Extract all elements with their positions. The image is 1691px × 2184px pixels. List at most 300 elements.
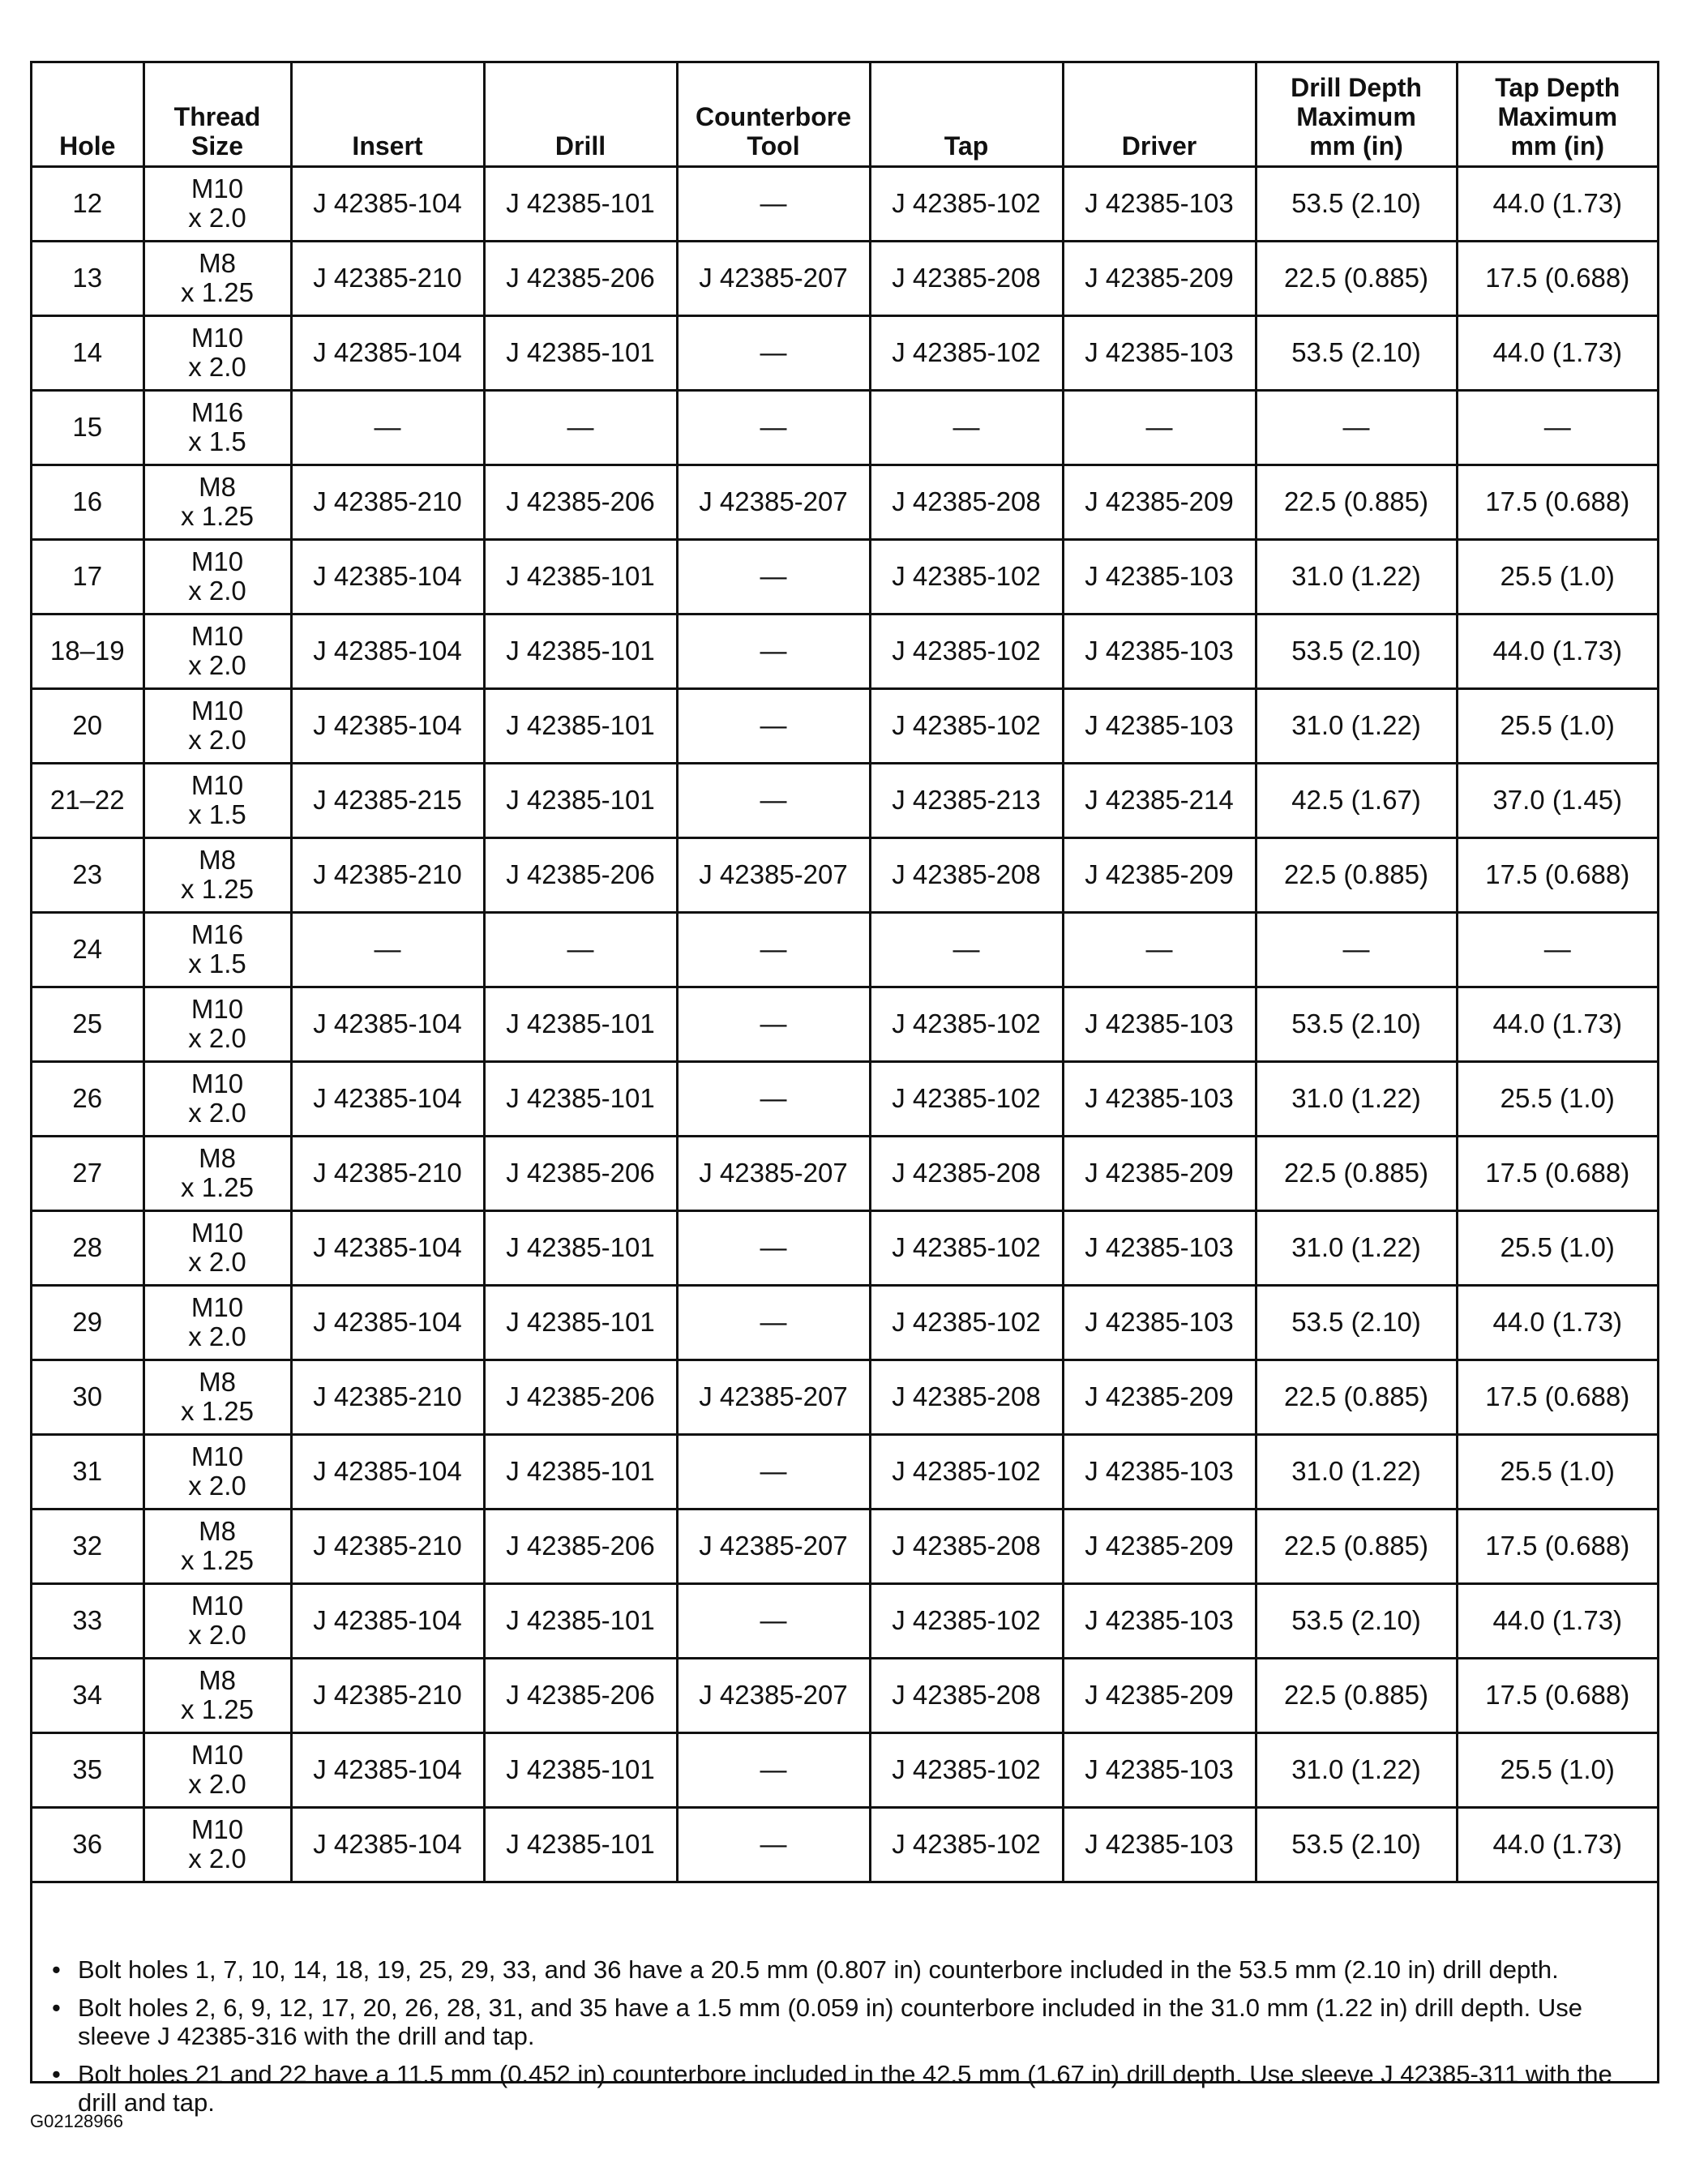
thread-size-line: x 2.0 <box>188 1023 246 1053</box>
drill-depth-cell: — <box>1256 390 1457 465</box>
table-row <box>32 987 1657 1061</box>
counterbore-cell: — <box>677 912 870 987</box>
counterbore-cell: — <box>677 1285 870 1360</box>
hole-cell: 13 <box>32 241 143 315</box>
drill-depth-cell: 22.5 (0.885) <box>1256 1509 1457 1583</box>
insert-cell: J 42385-210 <box>291 465 484 539</box>
table-row <box>32 1285 1657 1360</box>
tap-cell: J 42385-102 <box>870 1807 1063 1882</box>
thread-size-line: x 1.25 <box>181 1396 254 1426</box>
thread-size-line: M8 <box>199 845 236 875</box>
bullet-icon: • <box>52 2060 61 2088</box>
drill-depth-cell: 22.5 (0.885) <box>1256 1360 1457 1434</box>
table-row <box>32 1583 1657 1658</box>
drill-cell: — <box>484 390 677 465</box>
table-body <box>32 166 1657 1882</box>
thread-size-line: x 2.0 <box>188 1620 246 1650</box>
driver-cell: J 42385-214 <box>1063 763 1256 837</box>
thread-size-line: M10 <box>191 173 244 203</box>
thread-size-cell <box>143 1509 291 1583</box>
thread-size-cell <box>143 1434 291 1509</box>
counterbore-cell: J 42385-207 <box>677 465 870 539</box>
counterbore-cell: J 42385-207 <box>677 837 870 912</box>
tap-depth-cell: 44.0 (1.73) <box>1457 1285 1657 1360</box>
tap-cell: J 42385-102 <box>870 539 1063 614</box>
drill-cell: J 42385-101 <box>484 1285 677 1360</box>
thread-size-cell <box>143 241 291 315</box>
thread-size-line: x 2.0 <box>188 1098 246 1128</box>
thread-size-line: x 2.0 <box>188 650 246 680</box>
tap-cell: J 42385-102 <box>870 1434 1063 1509</box>
hole-cell: 23 <box>32 837 143 912</box>
tap-cell: J 42385-102 <box>870 1732 1063 1807</box>
insert-cell: J 42385-210 <box>291 1509 484 1583</box>
thread-size-cell <box>143 1360 291 1434</box>
table-row <box>32 763 1657 837</box>
tap-cell: J 42385-208 <box>870 1509 1063 1583</box>
thread-size-line: M10 <box>191 696 244 726</box>
tap-depth-cell: 37.0 (1.45) <box>1457 763 1657 837</box>
tap-cell: J 42385-102 <box>870 987 1063 1061</box>
drill-cell: J 42385-101 <box>484 1061 677 1136</box>
tap-cell: J 42385-213 <box>870 763 1063 837</box>
driver-cell: J 42385-103 <box>1063 987 1256 1061</box>
counterbore-cell: J 42385-207 <box>677 1360 870 1434</box>
driver-cell: J 42385-209 <box>1063 1360 1256 1434</box>
header-line: Drill <box>554 131 606 161</box>
thread-size-line: M8 <box>199 472 236 502</box>
thread-size-cell <box>143 763 291 837</box>
drill-cell: J 42385-101 <box>484 539 677 614</box>
tap-depth-cell: 44.0 (1.73) <box>1457 614 1657 688</box>
thread-size-cell <box>143 1210 291 1285</box>
table-row <box>32 241 1657 315</box>
insert-cell: J 42385-104 <box>291 539 484 614</box>
thread-size-line: M8 <box>199 1367 236 1397</box>
thread-size-cell <box>143 1658 291 1732</box>
table-row <box>32 166 1657 241</box>
tap-cell: J 42385-208 <box>870 1136 1063 1210</box>
drill-depth-cell: 53.5 (2.10) <box>1256 987 1457 1061</box>
header-line: Hole <box>59 131 116 161</box>
table-row <box>32 1210 1657 1285</box>
thread-size-line: x 1.5 <box>188 949 246 979</box>
thread-size-line: M10 <box>191 546 244 576</box>
thread-size-line: x 2.0 <box>188 1321 246 1351</box>
drill-cell: J 42385-206 <box>484 1360 677 1434</box>
thread-size-cell <box>143 1285 291 1360</box>
thread-size-line: x 2.0 <box>188 576 246 606</box>
drill-cell: J 42385-101 <box>484 1210 677 1285</box>
tap-depth-cell: 44.0 (1.73) <box>1457 1807 1657 1882</box>
header-tap <box>870 63 1063 166</box>
hole-cell: 12 <box>32 166 143 241</box>
table-row <box>32 1807 1657 1882</box>
hole-cell: 34 <box>32 1658 143 1732</box>
thread-repair-table <box>32 63 1657 1883</box>
hole-cell: 17 <box>32 539 143 614</box>
hole-cell: 26 <box>32 1061 143 1136</box>
insert-cell: J 42385-210 <box>291 1360 484 1434</box>
table-row <box>32 1061 1657 1136</box>
thread-size-line: M10 <box>191 1740 244 1770</box>
driver-cell: — <box>1063 912 1256 987</box>
driver-cell: J 42385-209 <box>1063 465 1256 539</box>
counterbore-cell: — <box>677 987 870 1061</box>
drill-depth-cell: 22.5 (0.885) <box>1256 465 1457 539</box>
thread-size-line: M16 <box>191 919 244 949</box>
thread-size-cell <box>143 166 291 241</box>
table-row <box>32 912 1657 987</box>
tap-depth-cell: 17.5 (0.688) <box>1457 465 1657 539</box>
thread-size-cell <box>143 1136 291 1210</box>
drill-depth-cell: 53.5 (2.10) <box>1256 166 1457 241</box>
drill-depth-cell: 31.0 (1.22) <box>1256 539 1457 614</box>
notes-section <box>32 1946 1657 2117</box>
tap-depth-cell: 25.5 (1.0) <box>1457 1434 1657 1509</box>
thread-size-line: x 1.5 <box>188 426 246 456</box>
hole-cell: 18–19 <box>32 614 143 688</box>
tap-cell: J 42385-102 <box>870 1210 1063 1285</box>
header-line: Size <box>191 131 244 161</box>
drill-depth-cell: 53.5 (2.10) <box>1256 1583 1457 1658</box>
note-item <box>52 2060 1637 2117</box>
driver-cell: J 42385-103 <box>1063 1807 1256 1882</box>
driver-cell: J 42385-209 <box>1063 1509 1256 1583</box>
thread-size-line: M10 <box>191 1218 244 1248</box>
tap-depth-cell: 25.5 (1.0) <box>1457 1061 1657 1136</box>
counterbore-cell: — <box>677 1732 870 1807</box>
hole-cell: 35 <box>32 1732 143 1807</box>
thread-size-cell <box>143 614 291 688</box>
note-text: Bolt holes 21 and 22 have a 11.5 mm (0.452 in) counterbore included in the 42.5 mm (1.67 in) drill depth. Use sleeve J 42385-311 with the drill and tap. <box>78 2060 1612 2117</box>
thread-size-line: x 2.0 <box>188 1769 246 1799</box>
header-thread-size <box>143 63 291 166</box>
drill-cell: J 42385-206 <box>484 241 677 315</box>
counterbore-cell: — <box>677 1210 870 1285</box>
table-row <box>32 837 1657 912</box>
thread-size-line: x 1.25 <box>181 874 254 904</box>
header-driver <box>1063 63 1256 166</box>
header-line: mm (in) <box>1309 131 1403 161</box>
driver-cell: J 42385-103 <box>1063 1583 1256 1658</box>
thread-size-cell <box>143 539 291 614</box>
tap-cell: — <box>870 912 1063 987</box>
hole-cell: 25 <box>32 987 143 1061</box>
insert-cell: J 42385-210 <box>291 1658 484 1732</box>
counterbore-cell: — <box>677 539 870 614</box>
hole-cell: 20 <box>32 688 143 763</box>
hole-cell: 15 <box>32 390 143 465</box>
header-insert <box>291 63 484 166</box>
insert-cell: — <box>291 390 484 465</box>
tap-cell: J 42385-102 <box>870 315 1063 390</box>
tap-cell: J 42385-208 <box>870 241 1063 315</box>
tap-cell: J 42385-102 <box>870 1285 1063 1360</box>
drill-cell: J 42385-206 <box>484 1509 677 1583</box>
header-tap-depth <box>1457 63 1657 166</box>
thread-size-line: M10 <box>191 323 244 353</box>
hole-cell: 31 <box>32 1434 143 1509</box>
counterbore-cell: — <box>677 166 870 241</box>
driver-cell: J 42385-209 <box>1063 837 1256 912</box>
thread-size-line: M16 <box>191 397 244 427</box>
thread-size-line: x 2.0 <box>188 352 246 382</box>
thread-size-line: x 1.25 <box>181 501 254 531</box>
hole-cell: 21–22 <box>32 763 143 837</box>
table-row <box>32 688 1657 763</box>
thread-size-line: x 2.0 <box>188 725 246 755</box>
insert-cell: J 42385-104 <box>291 1732 484 1807</box>
driver-cell: J 42385-209 <box>1063 1136 1256 1210</box>
drill-cell: J 42385-101 <box>484 315 677 390</box>
drill-cell: J 42385-101 <box>484 166 677 241</box>
counterbore-cell: J 42385-207 <box>677 241 870 315</box>
tap-cell: J 42385-102 <box>870 1583 1063 1658</box>
header-line: Driver <box>1121 131 1197 161</box>
header-line: Tap <box>944 131 989 161</box>
hole-cell: 33 <box>32 1583 143 1658</box>
tap-cell: J 42385-208 <box>870 1360 1063 1434</box>
tap-depth-cell: 25.5 (1.0) <box>1457 1732 1657 1807</box>
thread-size-line: M10 <box>191 1441 244 1471</box>
tap-depth-cell: 44.0 (1.73) <box>1457 315 1657 390</box>
driver-cell: J 42385-209 <box>1063 1658 1256 1732</box>
drill-cell: J 42385-206 <box>484 465 677 539</box>
header-line: Maximum <box>1296 101 1416 131</box>
thread-size-line: M8 <box>199 1143 236 1173</box>
table-row <box>32 1732 1657 1807</box>
header-line: Tool <box>747 131 800 161</box>
counterbore-cell: — <box>677 688 870 763</box>
thread-size-cell <box>143 1807 291 1882</box>
counterbore-cell: — <box>677 1807 870 1882</box>
insert-cell: J 42385-210 <box>291 241 484 315</box>
tap-depth-cell: 17.5 (0.688) <box>1457 1136 1657 1210</box>
thread-size-line: x 2.0 <box>188 203 246 233</box>
thread-size-cell <box>143 987 291 1061</box>
table-row <box>32 1434 1657 1509</box>
tap-cell: J 42385-208 <box>870 837 1063 912</box>
thread-size-cell <box>143 315 291 390</box>
drill-cell: J 42385-101 <box>484 1434 677 1509</box>
driver-cell: J 42385-103 <box>1063 1732 1256 1807</box>
insert-cell: J 42385-104 <box>291 1583 484 1658</box>
header-line: Insert <box>352 131 423 161</box>
thread-size-line: x 1.25 <box>181 1545 254 1575</box>
table-row <box>32 1136 1657 1210</box>
driver-cell: J 42385-209 <box>1063 241 1256 315</box>
figure-id: G02128966 <box>30 2111 123 2131</box>
drill-cell: J 42385-206 <box>484 837 677 912</box>
tap-cell: J 42385-102 <box>870 1061 1063 1136</box>
insert-cell: J 42385-215 <box>291 763 484 837</box>
tap-depth-cell: 25.5 (1.0) <box>1457 688 1657 763</box>
tap-depth-cell: 17.5 (0.688) <box>1457 1658 1657 1732</box>
drill-cell: J 42385-206 <box>484 1658 677 1732</box>
insert-cell: J 42385-104 <box>291 987 484 1061</box>
tap-cell: J 42385-102 <box>870 614 1063 688</box>
tap-depth-cell: 17.5 (0.688) <box>1457 1509 1657 1583</box>
thread-size-line: x 2.0 <box>188 1844 246 1874</box>
thread-size-cell <box>143 1583 291 1658</box>
header-line: Maximum <box>1497 101 1618 131</box>
thread-size-line: M8 <box>199 248 236 278</box>
table-row <box>32 1360 1657 1434</box>
counterbore-cell: — <box>677 1583 870 1658</box>
table-row <box>32 1509 1657 1583</box>
driver-cell: J 42385-103 <box>1063 539 1256 614</box>
thread-size-line: x 1.25 <box>181 1172 254 1202</box>
insert-cell: J 42385-104 <box>291 1061 484 1136</box>
drill-depth-cell: 53.5 (2.10) <box>1256 315 1457 390</box>
counterbore-cell: J 42385-207 <box>677 1658 870 1732</box>
hole-cell: 24 <box>32 912 143 987</box>
insert-cell: — <box>291 912 484 987</box>
tap-depth-cell: 17.5 (0.688) <box>1457 241 1657 315</box>
driver-cell: J 42385-103 <box>1063 315 1256 390</box>
hole-cell: 14 <box>32 315 143 390</box>
thread-size-cell <box>143 688 291 763</box>
table-row <box>32 390 1657 465</box>
hole-cell: 32 <box>32 1509 143 1583</box>
spec-sheet <box>30 61 1659 2117</box>
driver-cell: J 42385-103 <box>1063 166 1256 241</box>
counterbore-cell: — <box>677 1434 870 1509</box>
counterbore-cell: — <box>677 763 870 837</box>
insert-cell: J 42385-104 <box>291 1807 484 1882</box>
header-drill-depth <box>1256 63 1457 166</box>
insert-cell: J 42385-210 <box>291 1136 484 1210</box>
hole-cell: 16 <box>32 465 143 539</box>
drill-cell: J 42385-101 <box>484 1583 677 1658</box>
header-hole <box>32 63 143 166</box>
tap-depth-cell: 17.5 (0.688) <box>1457 837 1657 912</box>
header-line: Thread <box>173 101 261 131</box>
counterbore-cell: — <box>677 614 870 688</box>
counterbore-cell: J 42385-207 <box>677 1136 870 1210</box>
drill-depth-cell: 31.0 (1.22) <box>1256 1061 1457 1136</box>
drill-cell: J 42385-101 <box>484 987 677 1061</box>
tap-cell: J 42385-208 <box>870 1658 1063 1732</box>
driver-cell: J 42385-103 <box>1063 614 1256 688</box>
tap-depth-cell: — <box>1457 390 1657 465</box>
header-line: Counterbore <box>696 101 851 131</box>
insert-cell: J 42385-104 <box>291 688 484 763</box>
table-row <box>32 1658 1657 1732</box>
driver-cell: — <box>1063 390 1256 465</box>
drill-cell: J 42385-101 <box>484 1732 677 1807</box>
table-row <box>32 614 1657 688</box>
drill-depth-cell: 53.5 (2.10) <box>1256 1807 1457 1882</box>
thread-size-cell <box>143 837 291 912</box>
driver-cell: J 42385-103 <box>1063 1434 1256 1509</box>
drill-depth-cell: 31.0 (1.22) <box>1256 1434 1457 1509</box>
drill-depth-cell: 53.5 (2.10) <box>1256 614 1457 688</box>
header-line: mm (in) <box>1510 131 1605 161</box>
thread-size-line: M10 <box>191 1292 244 1322</box>
thread-size-line: x 2.0 <box>188 1471 246 1501</box>
header-drill <box>484 63 677 166</box>
drill-depth-cell: 31.0 (1.22) <box>1256 688 1457 763</box>
insert-cell: J 42385-104 <box>291 614 484 688</box>
drill-cell: J 42385-101 <box>484 1807 677 1882</box>
insert-cell: J 42385-104 <box>291 1210 484 1285</box>
thread-size-line: x 1.25 <box>181 277 254 307</box>
tap-depth-cell: 17.5 (0.688) <box>1457 1360 1657 1434</box>
counterbore-cell: — <box>677 1061 870 1136</box>
tap-depth-cell: 44.0 (1.73) <box>1457 166 1657 241</box>
tap-depth-cell: — <box>1457 912 1657 987</box>
thread-size-line: x 2.0 <box>188 1247 246 1277</box>
tap-cell: J 42385-102 <box>870 166 1063 241</box>
drill-cell: J 42385-101 <box>484 763 677 837</box>
drill-depth-cell: 31.0 (1.22) <box>1256 1210 1457 1285</box>
tap-cell: — <box>870 390 1063 465</box>
hole-cell: 36 <box>32 1807 143 1882</box>
tap-cell: J 42385-208 <box>870 465 1063 539</box>
header-counterbore-tool <box>677 63 870 166</box>
counterbore-cell: — <box>677 390 870 465</box>
thread-size-cell <box>143 390 291 465</box>
drill-depth-cell: 53.5 (2.10) <box>1256 1285 1457 1360</box>
hole-cell: 28 <box>32 1210 143 1285</box>
thread-size-line: M10 <box>191 994 244 1024</box>
tap-depth-cell: 44.0 (1.73) <box>1457 987 1657 1061</box>
thread-size-cell <box>143 1732 291 1807</box>
thread-size-cell <box>143 912 291 987</box>
drill-cell: — <box>484 912 677 987</box>
table-row <box>32 539 1657 614</box>
table-row <box>32 465 1657 539</box>
thread-size-cell <box>143 1061 291 1136</box>
bullet-icon: • <box>52 1955 61 1984</box>
thread-size-line: M8 <box>199 1516 236 1546</box>
bullet-icon: • <box>52 1993 61 2022</box>
insert-cell: J 42385-104 <box>291 166 484 241</box>
insert-cell: J 42385-104 <box>291 315 484 390</box>
driver-cell: J 42385-103 <box>1063 1061 1256 1136</box>
drill-depth-cell: 22.5 (0.885) <box>1256 837 1457 912</box>
tap-depth-cell: 44.0 (1.73) <box>1457 1583 1657 1658</box>
counterbore-cell: J 42385-207 <box>677 1509 870 1583</box>
thread-size-line: M10 <box>191 1814 244 1844</box>
note-text: Bolt holes 1, 7, 10, 14, 18, 19, 25, 29, 33, and 36 have a 20.5 mm (0.807 in) counterbore included in the 53.5 mm (2.10 in) drill depth. <box>78 1955 1559 1984</box>
drill-depth-cell: 31.0 (1.22) <box>1256 1732 1457 1807</box>
table-row <box>32 315 1657 390</box>
header-line: Drill Depth <box>1291 72 1422 102</box>
driver-cell: J 42385-103 <box>1063 688 1256 763</box>
drill-depth-cell: — <box>1256 912 1457 987</box>
thread-size-line: M10 <box>191 1591 244 1621</box>
thread-size-cell <box>143 465 291 539</box>
thread-size-line: M10 <box>191 770 244 800</box>
thread-size-line: x 1.25 <box>181 1694 254 1724</box>
drill-depth-cell: 42.5 (1.67) <box>1256 763 1457 837</box>
drill-depth-cell: 22.5 (0.885) <box>1256 1658 1457 1732</box>
drill-depth-cell: 22.5 (0.885) <box>1256 241 1457 315</box>
thread-size-line: M10 <box>191 621 244 651</box>
hole-cell: 27 <box>32 1136 143 1210</box>
note-item <box>52 1993 1637 2050</box>
header-row <box>32 63 1657 166</box>
note-text: Bolt holes 2, 6, 9, 12, 17, 20, 26, 28, 31, and 35 have a 1.5 mm (0.059 in) counterbore included in the 31.0 mm (1.22 in) drill depth. Use sleeve J 42385-316 with the drill and tap. <box>78 1993 1582 2050</box>
thread-size-line: x 1.5 <box>188 799 246 829</box>
hole-cell: 29 <box>32 1285 143 1360</box>
note-item <box>52 1955 1637 1984</box>
drill-cell: J 42385-101 <box>484 614 677 688</box>
tap-cell: J 42385-102 <box>870 688 1063 763</box>
